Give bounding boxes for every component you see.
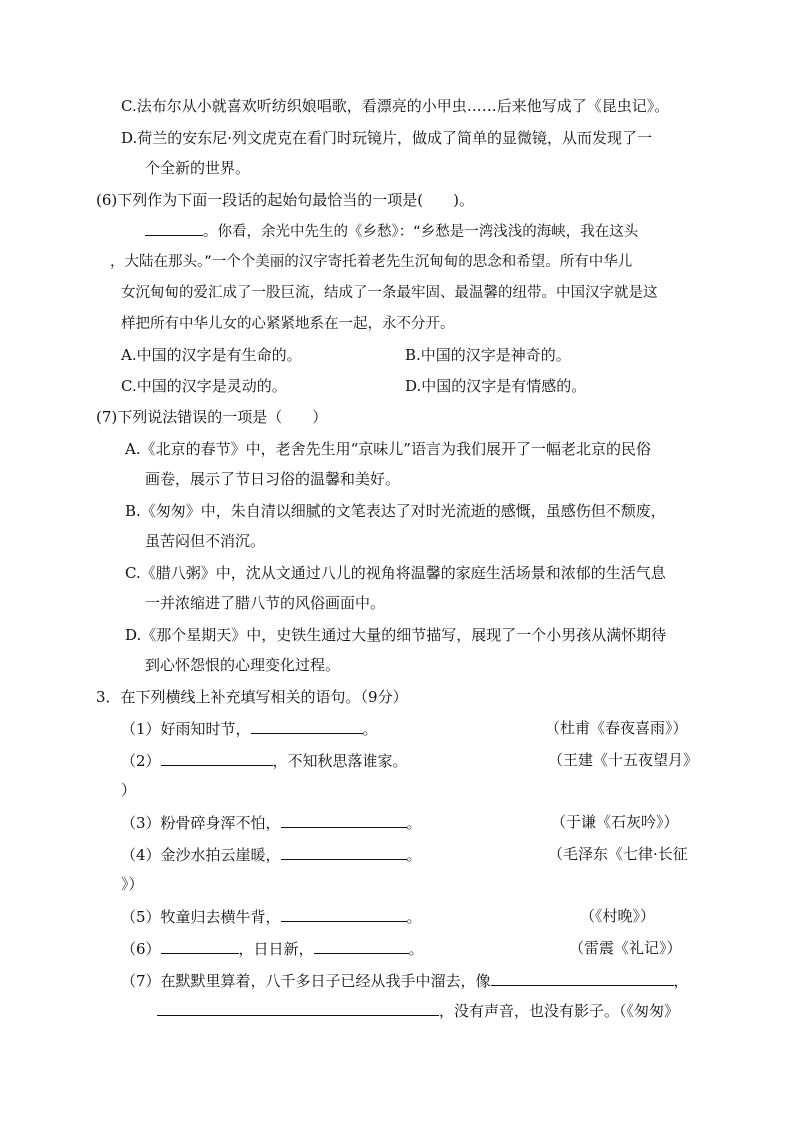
answer-blank[interactable] [314,937,409,954]
q3-item-5-source: （《村晚》） [580,907,656,925]
answer-blank[interactable] [491,969,674,986]
answer-blank[interactable] [145,219,203,236]
q7-option-b-line2: 虽苦闷但不消沉。 [145,532,266,550]
q3-heading: 3．在下列横线上补充填写相关的语句。（9分） [96,688,408,706]
answer-blank[interactable] [281,905,407,922]
q6-passage-line1: 。你看，余光中先生的《乡愁》：“乡愁是一湾浅浅的海峡，我在这头 [145,219,638,243]
q6-passage-line4: 样把所有中华儿女的心紧紧地系在一起，永不分开。 [121,316,455,332]
q3-item-7-line1: （7）在默默里算着，八千多日子已经从我手中溜去，像 ， [121,969,689,992]
q3-item-5: （5）牧童归去横牛背， 。 [121,905,422,928]
q3-item-4: （4）金沙水拍云崖暖， 。 [121,843,422,866]
q3-item-2: （2） ，不知秋思落谁家。 [121,749,408,772]
q6-option-b: B.中国的汉字是神奇的。 [405,346,571,364]
q5-option-d-line2: 个全新的世界。 [145,159,251,177]
q6-option-c: C.中国的汉字是灵动的。 [121,377,287,395]
q6-stem: (6)下列作为下面一段话的起始句最恰当的一项是( )。 [96,191,474,209]
q7-option-a-line2: 画卷，展示了节日习俗的温馨和美好。 [145,470,401,488]
answer-blank[interactable] [161,937,239,954]
q7-option-d-line2: 到心怀怨恨的心理变化过程。 [145,656,341,674]
q7-option-c-line1: C.《腊八粥》中，沈从文通过八儿的视角将温馨的家庭生活场景和浓郁的生活气息 [125,564,666,582]
q5-option-d-line1: D.荷兰的安东尼·列文虎克在看门时玩镜片，做成了简单的显微镜，从而发现了一 [121,129,653,147]
q6-passage-line3: 女沉甸甸的爱汇成了一股巨流，结成了一条最牢固、最温馨的纽带。中国汉字就是这 [121,285,658,301]
q3-item-3-source: （于谦《石灰吟》） [551,813,679,831]
q3-item-1: （1）好雨知时节， 。 [121,717,378,740]
q3-item-3: （3）粉骨碎身浑不怕， 。 [121,811,422,834]
q3-item-2-source-wrap: ） [121,781,137,799]
q6-passage-line2: ，大陆在那头。”一个个美丽的汉字寄托着老先生沉甸甸的思念和希望。所有中华儿 [110,254,633,270]
q7-option-b-line1: B.《匆匆》中，朱自清以细腻的文笔表达了对时光流逝的感慨，虽感伤但不颓废， [125,502,666,520]
q7-option-a-line1: A.《北京的春节》中，老舍先生用“京味儿”语言为我们展开了一幅老北京的民俗 [125,440,651,458]
q3-item-2-source: （王建《十五夜望月》 [548,751,699,769]
q5-option-c: C.法布尔从小就喜欢听纺织娘唱歌，看漂亮的小甲虫……后来他写成了《昆虫记》。 [121,97,670,115]
q7-option-d-line1: D.《那个星期天》中，史铁生通过大量的细节描写，展现了一个小男孩从满怀期待 [125,626,667,644]
q3-item-1-source: （杜甫《春夜喜雨》） [545,719,688,737]
answer-blank[interactable] [281,843,407,860]
q3-item-7-line2: ，没有声音，也没有影子。（《匆匆》 [157,999,679,1022]
q6-option-d: D.中国的汉字是有情感的。 [405,377,587,395]
answer-blank[interactable] [157,999,439,1016]
q7-option-c-line2: 一并浓缩进了腊八节的风俗画面中。 [145,594,386,612]
answer-blank[interactable] [281,811,407,828]
q3-item-6: （6） ，日日新， 。 [121,937,424,960]
q3-item-4-source-wrap: 》） [121,875,144,893]
answer-blank[interactable] [251,717,363,734]
answer-blank[interactable] [161,749,273,766]
q7-stem: (7)下列说法错误的一项是（ ） [96,408,328,426]
q6-option-a: A.中国的汉字是有生命的。 [121,346,302,364]
q3-item-6-source: （雷震《礼记》） [569,939,682,957]
q3-item-4-source: （毛泽东《七律·长征 [548,845,688,863]
